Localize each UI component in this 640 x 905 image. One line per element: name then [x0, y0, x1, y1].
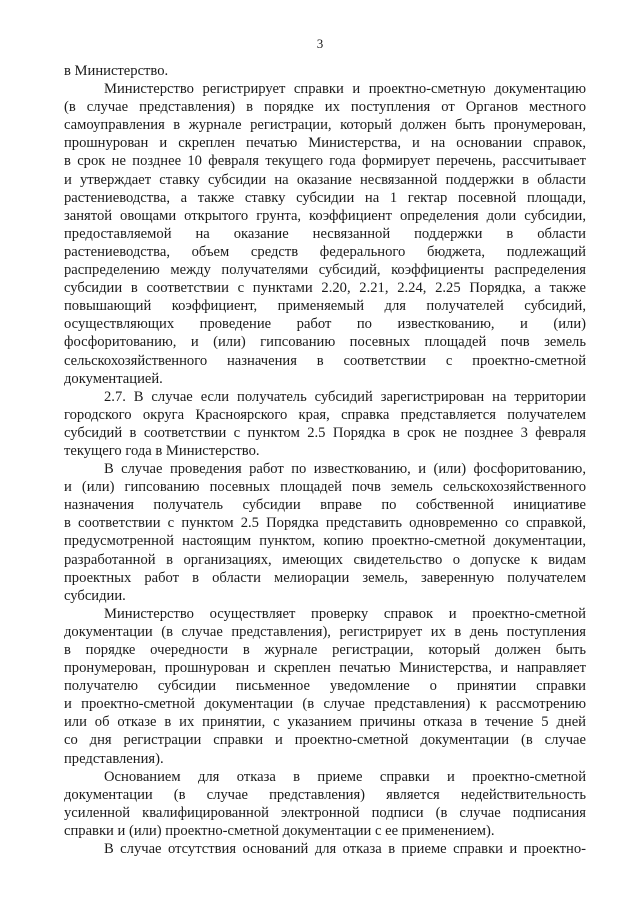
paragraph	[64, 605, 586, 768]
text-line: получателю субсидии письменное уведомление о принятии справки	[64, 678, 586, 695]
paragraph	[64, 80, 586, 388]
text-line: справки и (или) проектно-сметной документации с ее применением).	[64, 822, 495, 839]
text-line: (в случае представления) в порядке их поступления от Органов местного	[64, 99, 586, 116]
text-line: пронумерован, прошнурован и скреплен печатью Министерства, и направляет	[64, 660, 586, 677]
text-line: Министерство осуществляет проверку справок и проектно-сметной	[104, 605, 586, 622]
text-line: 2.7. В случае если получатель субсидий зарегистрирован на территории	[104, 388, 586, 405]
text-line: растениеводства, а также ставку субсидии на 1 гектар посевной площади,	[64, 189, 586, 206]
text-line: Министерство регистрирует справки и проектно-сметную документацию	[104, 81, 586, 98]
text-line: в срок не позднее 10 февраля текущего года формирует перечень, рассчитывает	[64, 153, 586, 170]
text-line: усиленной квалифицированной электронной подписи (в случае подписания	[64, 804, 586, 821]
text-line: В случае проведения работ по известкованию, и (или) фосфоритованию,	[104, 461, 586, 478]
paragraph	[64, 62, 586, 80]
text-line: распределению между получателями субсидий, коэффициенты распределения	[64, 262, 586, 279]
text-line: в порядке очередности в журнале регистрации, который должен быть	[64, 642, 586, 658]
text-line: субсидии.	[64, 587, 126, 604]
text-line: документацией.	[64, 370, 163, 387]
text-line: занятой овощами открытого грунта, коэффициент определения доли субсидии,	[64, 207, 586, 224]
paragraph	[64, 840, 586, 858]
text-line: документации (в случае представления) является недействительность	[64, 786, 586, 803]
text-line: в соответствии с пунктом 2.5 Порядка представить одновременно со справкой,	[64, 515, 586, 532]
text-line: и (или) гипсованию посевных площадей почв земель сельскохозяйственного	[64, 479, 586, 496]
text-line: или об отказе в их принятии, с указанием причины отказа в течение 5 дней	[64, 714, 586, 731]
page-number: 3	[316, 36, 324, 51]
text-line: назначения получатель субсидии вправе по собственной инициативе	[64, 497, 586, 514]
paragraph	[64, 460, 586, 605]
text-line: представления).	[64, 750, 164, 767]
text-line: субсидии в соответствии с пунктами 2.20, 2.21, 2.24, 2.25 Порядка, а также	[64, 280, 586, 297]
text-line: В случае отсутствия оснований для отказа в приеме справки и проектно-	[104, 841, 586, 858]
text-line: субсидий в соответствии с пунктом 2.5 Порядка в срок не позднее 3 февраля	[64, 424, 586, 441]
paragraph	[64, 388, 586, 460]
text-line: в Министерство.	[64, 63, 169, 79]
text-line: сельскохозяйственного назначения в соответствии с проектно-сметной	[64, 352, 586, 369]
text-line: растениеводства, объем средств федерального бюджета, подлежащий	[64, 243, 586, 260]
text-line: прошнурован и скреплен печатью Министерства, и на основании справок,	[64, 135, 586, 152]
text-line: городского округа Красноярского края, справка представляется получателем	[64, 406, 586, 423]
text-line: и утверждает ставку субсидии на оказание несвязанной поддержки в области	[64, 171, 586, 188]
text-line: предоставляемой на оказание несвязанной поддержки в области	[64, 225, 586, 242]
text-line: документации (в случае представления), регистрирует их в день поступления	[64, 623, 586, 640]
text-line: повышающий коэффициент, применяемый для получателей субсидий,	[64, 298, 586, 315]
text-line: и проектно-сметной документации (в случае представления) к рассмотрению	[64, 696, 586, 713]
document-body	[64, 62, 586, 858]
text-line: предусмотренной настоящим пунктом, копию проектно-сметной документации,	[64, 533, 586, 550]
text-line: Основанием для отказа в приеме справки и проектно-сметной	[104, 768, 586, 785]
text-line: текущего года в Министерство.	[64, 442, 260, 459]
text-line: осуществляющих проведение работ по известкованию, и (или)	[64, 316, 586, 333]
text-line: проектных работ в области мелиорации земель, заверенную получателем	[64, 569, 586, 586]
text-line: фосфоритованию, и (или) гипсованию посевных площадей почв земель	[64, 334, 586, 351]
text-line: самоуправления в журнале регистрации, который должен быть пронумерован,	[64, 117, 586, 134]
paragraph	[64, 768, 586, 840]
text-line: разработанной в организациях, имеющих свидетельство о допуске к видам	[64, 551, 586, 568]
text-line: со дня регистрации справки и проектно-сметной документации (в случае	[64, 732, 586, 749]
